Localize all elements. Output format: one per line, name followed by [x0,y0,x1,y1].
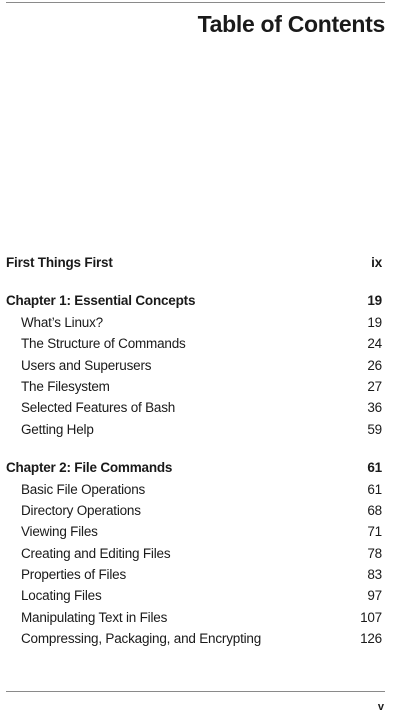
toc-section[interactable] [6,333,382,354]
table-of-contents [6,252,382,650]
toc-section-label: Properties of Files [21,567,126,583]
toc-section[interactable] [6,479,382,500]
toc-chapter-1[interactable] [6,290,382,311]
toc-section-page: 107 [360,609,382,625]
toc-section[interactable] [6,521,382,542]
bottom-rule [6,691,385,692]
toc-section-page: 126 [360,631,382,647]
toc-section[interactable] [6,376,382,397]
top-rule [6,2,385,3]
toc-section[interactable] [6,355,382,376]
toc-section[interactable] [6,543,382,564]
toc-section-page: 71 [367,524,382,540]
toc-section-label: The Filesystem [21,378,110,394]
toc-section-label: The Structure of Commands [21,336,186,352]
toc-entry-page: ix [371,255,382,270]
toc-chapter-2[interactable] [6,457,382,478]
toc-section-label: What’s Linux? [21,314,103,330]
toc-section[interactable] [6,628,382,649]
toc-section-label: Basic File Operations [21,481,146,497]
toc-section-label: Directory Operations [21,502,141,518]
toc-section-label: Viewing Files [21,524,98,540]
toc-section-label: Users and Superusers [21,357,152,373]
page-title: Table of Contents [197,11,385,37]
toc-section-page: 61 [367,481,382,497]
toc-section-page: 68 [367,502,382,518]
toc-entry-front-matter[interactable] [6,252,382,273]
toc-section-page: 59 [367,421,382,437]
toc-chapter-page: 19 [367,293,382,309]
toc-section-label: Manipulating Text in Files [21,609,168,625]
toc-section[interactable] [6,419,382,440]
toc-chapter-label: Chapter 1: Essential Concepts [6,293,196,309]
toc-section-page: 36 [367,400,382,416]
toc-section-page: 24 [367,336,382,352]
toc-section-label: Getting Help [21,421,94,437]
toc-chapter-page: 61 [367,460,382,476]
toc-section-page: 19 [367,314,382,330]
toc-section[interactable] [6,312,382,333]
toc-section[interactable] [6,397,382,418]
toc-entry-label: First Things First [6,255,113,270]
toc-section-label: Creating and Editing Files [21,545,171,561]
toc-section-page: 83 [367,567,382,583]
toc-section[interactable] [6,585,382,606]
toc-chapter-label: Chapter 2: File Commands [6,460,173,476]
toc-section-page: 78 [367,545,382,561]
toc-section[interactable] [6,500,382,521]
toc-section-page: 26 [367,357,382,373]
page-number: v [377,701,384,713]
toc-section-label: Selected Features of Bash [21,400,176,416]
toc-section-page: 27 [367,378,382,394]
toc-section-label: Locating Files [21,588,102,604]
toc-section-label: Compressing, Packaging, and Encrypting [21,631,262,647]
toc-section[interactable] [6,607,382,628]
toc-section[interactable] [6,564,382,585]
toc-section-page: 97 [367,588,382,604]
